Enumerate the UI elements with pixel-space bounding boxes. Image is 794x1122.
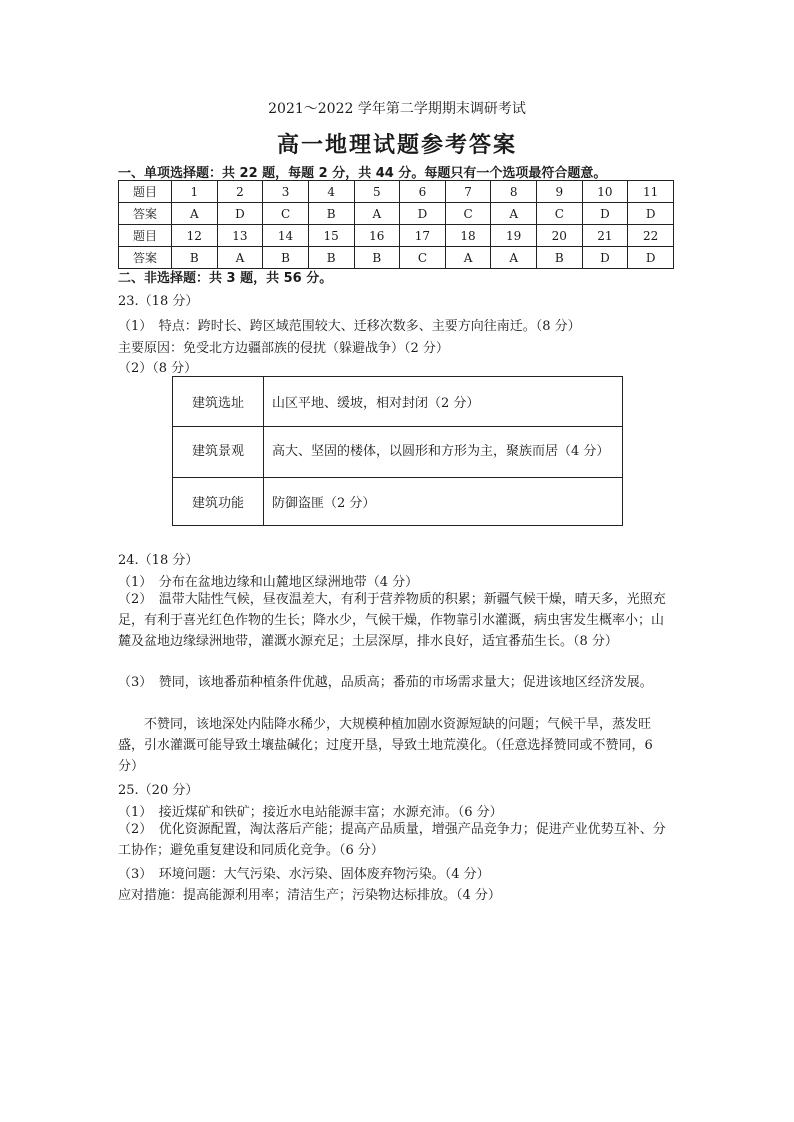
question-number: 9 [537,181,583,203]
question-number: 14 [263,225,309,247]
question-number: 5 [354,181,400,203]
question-number: 16 [354,225,400,247]
question-number: 21 [582,225,628,247]
question-number: 20 [537,225,583,247]
building-key: 建筑功能 [173,478,264,526]
question-number: 7 [445,181,491,203]
answer-cell: A [491,247,537,269]
building-value: 防御盗匪（2 分） [264,478,623,526]
section2-heading: 二、非选择题：共 3 题，共 56 分。 [118,271,333,286]
answer-row-1 [119,203,674,225]
answer-cell: D [400,203,446,225]
question-number: 22 [628,225,674,247]
answer-cell: A [491,203,537,225]
answer-cell: D [582,203,628,225]
q25-part2: （2） 优化资源配置，淘汰落后产能；提高产品质量，增强产品竞争力；促进产业优势互补、分工协作；避免重复建设和同质化竞争。（6 分） [118,822,666,858]
answer-cell: B [537,247,583,269]
building-row [173,478,623,526]
question-number: 6 [400,181,446,203]
answer-cell: D [628,247,674,269]
question-number: 8 [491,181,537,203]
question-number: 4 [308,181,354,203]
answer-cell: D [628,203,674,225]
answer-cell: D [217,203,263,225]
row-label: 题目 [119,181,172,203]
question-number: 10 [582,181,628,203]
question-number: 19 [491,225,537,247]
q24-part2: （2） 温带大陆性气候，昼夜温差大，有利于营养物质的积累；新疆气候干燥，晴天多，光照充足，有利于喜光红色作物的生长；降水少，气候干燥，作物靠引水灌溉，病虫害发生概率小；山麓及盆地边缘绿洲地带，灌溉水源充足；土层深厚，排水良好，适宜番茄生长。（8 分） [118,592,666,649]
section1-heading: 一、单项选择题：共 22 题，每题 2 分，共 44 分。每题只有一个选项最符合题意。 [118,166,607,181]
answer-cell: B [308,203,354,225]
answer-cell: A [445,247,491,269]
q24-part3-alt: 不赞同，该地深处内陆降水稀少，大规模种植加剧水资源短缺的问题；气候干旱，蒸发旺盛，引水灌溉可能导致土壤盐碱化；过度开垦，导致土地荒漠化。（任意选择赞同或不赞同，6 分） [118,717,653,774]
q23-part1-reason: 主要原因：免受北方边疆部族的侵扰（躲避战争）（2 分） [118,341,449,356]
question-number: 2 [217,181,263,203]
answer-cell: A [354,203,400,225]
building-value: 山区平地、缓坡，相对封闭（2 分） [264,377,623,427]
building-row [173,377,623,427]
answer-cell: C [445,203,491,225]
q23-title: 23.（18 分） [118,294,199,309]
q25-part1: （1） 接近煤矿和铁矿；接近水电站能源丰富；水源充沛。（6 分） [118,805,503,820]
question-number: 1 [172,181,218,203]
question-number: 18 [445,225,491,247]
q23-part1: （1） 特点：跨时长、跨区域范围较大、迁移次数多、主要方向往南迁。（8 分） [118,319,581,334]
answer-cell: D [582,247,628,269]
building-row [173,427,623,478]
question-number: 17 [400,225,446,247]
exam-header: 2021～2022 学年第二学期期末调研考试 [268,101,526,117]
answer-cell: A [172,203,218,225]
q25-part3-measures: 应对措施：提高能源利用率；清洁生产；污染物达标排放。（4 分） [118,888,501,903]
question-number: 15 [308,225,354,247]
answer-cell: C [400,247,446,269]
q25-title: 25.（20 分） [118,783,199,798]
question-number: 3 [263,181,309,203]
question-row-1 [119,181,674,203]
building-key: 建筑选址 [173,377,264,427]
answer-table [118,180,674,269]
answer-cell: A [217,247,263,269]
building-key: 建筑景观 [173,427,264,478]
building-value: 高大、坚固的楼体，以圆形和方形为主，聚族而居（4 分） [264,427,623,478]
q25-part3: （3） 环境问题：大气污染、水污染、固体废弃物污染。（4 分） [118,867,490,882]
q24-title: 24.（18 分） [118,553,199,568]
answer-cell: B [172,247,218,269]
building-table [172,376,623,526]
answer-cell: B [263,247,309,269]
q24-part3: （3） 赞同，该地番茄种植条件优越，品质高；番茄的市场需求量大；促进该地区经济发展。 [118,675,653,690]
q23-part2: （2）（8 分） [118,361,198,376]
answer-cell: B [354,247,400,269]
row-label: 题目 [119,225,172,247]
answer-row-2 [119,247,674,269]
question-row-2 [119,225,674,247]
row-label: 答案 [119,203,172,225]
page-title: 高一地理试题参考答案 [276,133,517,158]
answer-cell: C [263,203,309,225]
question-number: 13 [217,225,263,247]
question-number: 12 [172,225,218,247]
q24-part1: （1） 分布在盆地边缘和山麓地区绿洲地带（4 分） [118,575,419,590]
row-label: 答案 [119,247,172,269]
question-number: 11 [628,181,674,203]
answer-cell: C [537,203,583,225]
answer-cell: B [308,247,354,269]
